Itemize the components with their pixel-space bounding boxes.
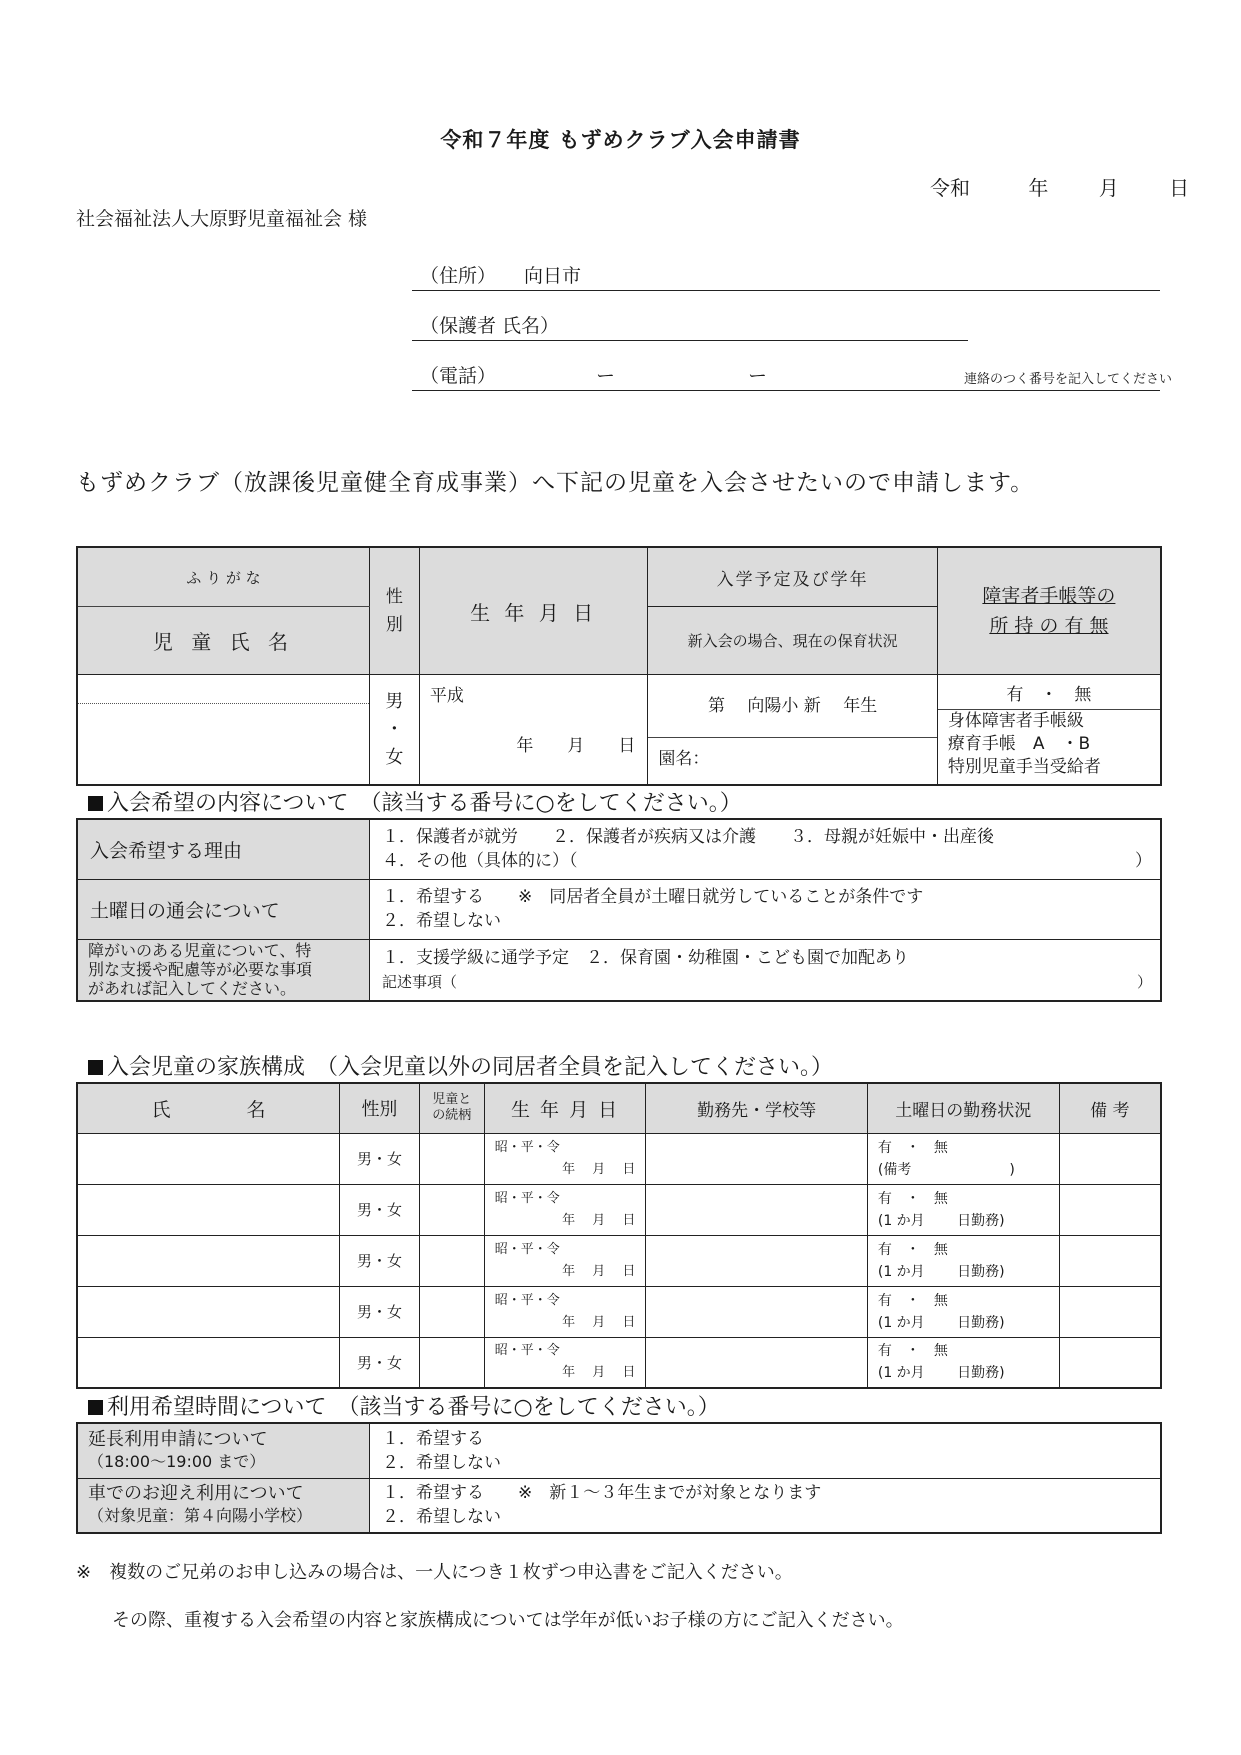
family-saturday-header: 土曜日の勤務状況: [867, 1083, 1059, 1133]
special-needs-close: ）: [1136, 972, 1152, 991]
sex-separator: ・: [385, 718, 404, 740]
family-saturday-detail: (1 か月 日勤務): [877, 1263, 1005, 1280]
section3-heading-text: 利用希望時間について （該当する番号に○をしてください。）: [107, 1395, 720, 1420]
family-row: [77, 1337, 1161, 1388]
family-birth-era: 昭・平・令: [494, 1241, 560, 1257]
family-remarks-cell[interactable]: [1059, 1286, 1161, 1337]
birth-era: 平成: [429, 686, 464, 706]
phone-note: 連絡のつく番号を記入してください: [964, 372, 1173, 387]
addressee: 社会福祉法人大原野児童福祉会 様: [76, 208, 368, 230]
family-saturday-has-none[interactable]: 有 ・ 無: [877, 1139, 948, 1156]
pickup-line-1[interactable]: １．希望する ※ 新１～３年生までが対象となります: [382, 1483, 822, 1504]
pickup-label-2: （対象児童：第４向陽小学校）: [88, 1506, 313, 1526]
family-work-cell[interactable]: [646, 1133, 867, 1184]
guardian-name-field[interactable]: [412, 312, 968, 341]
family-name-cell[interactable]: [77, 1286, 340, 1337]
extension-options[interactable]: [370, 1423, 1161, 1478]
child-sex-cell[interactable]: [369, 675, 419, 786]
family-birth-ymd: 年 月 日: [562, 1365, 636, 1381]
address-field[interactable]: [412, 262, 1160, 291]
note-line-2: その際、重複する入会希望の内容と家族構成については学年が低いお子様の方にご記入ください。: [112, 1610, 904, 1631]
family-row: [77, 1286, 1161, 1337]
date-month: 月: [1098, 176, 1119, 200]
square-bullet-icon: [88, 796, 103, 811]
section2-heading-text: 入会児童の家族構成 （入会児童以外の同居者全員を記入してください。）: [107, 1055, 834, 1080]
extension-label-2: （18:00～19:00 まで）: [88, 1451, 266, 1471]
family-relation-cell[interactable]: [419, 1286, 484, 1337]
family-work-header: 勤務先・学校等: [646, 1083, 867, 1133]
reason-options[interactable]: [369, 819, 1161, 879]
section2-heading: [88, 1050, 833, 1081]
family-work-cell[interactable]: [646, 1235, 867, 1286]
pickup-label-1: 車でのお迎え利用について: [88, 1483, 304, 1505]
sex-male[interactable]: 男: [385, 690, 404, 712]
address-value: 向日市: [524, 265, 582, 287]
saturday-options[interactable]: [369, 879, 1161, 939]
disability-line-1: 身体障害者手帳級: [947, 710, 1084, 731]
address-label: （住所）: [420, 265, 497, 287]
disability-header: [937, 547, 1161, 675]
family-remarks-cell[interactable]: [1059, 1184, 1161, 1235]
sex-header: [369, 547, 419, 675]
family-relation-cell[interactable]: [419, 1133, 484, 1184]
family-sex-value[interactable]: 男・女: [356, 1201, 402, 1219]
family-birth-cell[interactable]: [484, 1235, 646, 1286]
square-bullet-icon: [88, 1400, 103, 1415]
child-info-table: [76, 546, 1162, 786]
reason-line-1[interactable]: １．保護者が就労 ２．保護者が疾病又は介護 ３．母親が妊娠中・出産後: [381, 827, 994, 848]
family-saturday-detail: (1 か月 日勤務): [877, 1212, 1005, 1229]
school-subheader: 新入会の場合、現在の保育状況: [648, 607, 937, 675]
special-needs-label-1: 障がいのある児童について、特: [88, 941, 312, 961]
birth-header: 生 年 月 日: [419, 547, 648, 675]
disability-details: [938, 710, 1160, 779]
family-birth-ymd: 年 月 日: [562, 1212, 636, 1228]
family-sex-value[interactable]: 男・女: [356, 1252, 402, 1270]
family-sex-cell[interactable]: [340, 1184, 420, 1235]
sex-header-1: 性: [385, 587, 403, 607]
birth-ymd: 年 月 日: [516, 736, 636, 756]
family-saturday-has-none[interactable]: 有 ・ 無: [877, 1241, 948, 1258]
family-sex-value[interactable]: 男・女: [356, 1353, 402, 1372]
date-year: 年: [1028, 176, 1049, 200]
date-line: [930, 172, 1189, 201]
family-remarks-header: 備 考: [1059, 1083, 1161, 1133]
furigana-input[interactable]: [78, 675, 369, 704]
section1-table: [76, 818, 1162, 1002]
disability-header-1: 障害者手帳等の: [982, 585, 1116, 607]
family-remarks-cell[interactable]: [1059, 1337, 1161, 1388]
child-birth-cell[interactable]: [419, 675, 648, 786]
family-name-cell[interactable]: [77, 1184, 340, 1235]
family-sex-header: 性別: [340, 1083, 420, 1133]
family-sex-cell[interactable]: [340, 1133, 420, 1184]
family-saturday-cell[interactable]: [867, 1235, 1059, 1286]
family-birth-era: 昭・平・令: [494, 1139, 560, 1155]
family-sex-cell[interactable]: [340, 1286, 420, 1337]
disability-line-3: 特別児童手当受給者: [947, 756, 1101, 777]
form-title: 令和７年度 もずめクラブ入会申請書: [440, 128, 801, 152]
family-work-cell[interactable]: [646, 1337, 867, 1388]
family-birth-header: 生 年 月 日: [484, 1083, 646, 1133]
family-name-cell[interactable]: [77, 1133, 340, 1184]
child-name-cell[interactable]: [77, 675, 369, 786]
special-needs-options[interactable]: [369, 939, 1161, 1001]
child-school-cell[interactable]: [648, 675, 937, 786]
family-relation-header: [419, 1083, 484, 1133]
special-needs-line-2[interactable]: [382, 970, 1160, 994]
saturday-line-2[interactable]: ２．希望しない: [381, 911, 501, 931]
family-rows: [77, 1133, 1161, 1388]
special-needs-label-2: 別な支援や配慮等が必要な事項: [88, 960, 313, 980]
disability-header-2: 所 持 の 有 無: [989, 615, 1109, 637]
school-header: 入学予定及び学年: [648, 547, 937, 607]
family-saturday-detail: (1 か月 日勤務): [877, 1314, 1005, 1331]
sex-header-2: 別: [385, 615, 403, 635]
family-saturday-cell[interactable]: [867, 1286, 1059, 1337]
extension-label-1: 延長利用申請について: [88, 1428, 268, 1450]
family-saturday-has-none[interactable]: 有 ・ 無: [877, 1343, 948, 1360]
disability-line-2: 療育手帳 A ・B: [947, 733, 1091, 754]
pickup-label: [77, 1478, 370, 1533]
family-relation-cell[interactable]: [419, 1235, 484, 1286]
phone-dash-2: ー: [748, 365, 768, 387]
family-sex-value[interactable]: 男・女: [356, 1303, 402, 1321]
family-saturday-cell[interactable]: [867, 1184, 1059, 1235]
family-birth-ymd: 年 月 日: [562, 1263, 636, 1279]
pickup-options[interactable]: [370, 1478, 1161, 1533]
family-saturday-detail: (備考 ): [877, 1161, 1015, 1178]
relation-header-1: 児童と: [432, 1092, 472, 1108]
family-birth-ymd: 年 月 日: [562, 1161, 636, 1177]
section3-heading: [88, 1390, 720, 1421]
child-disability-cell[interactable]: [937, 675, 1161, 786]
family-saturday-cell[interactable]: [867, 1337, 1059, 1388]
family-birth-cell[interactable]: [484, 1337, 646, 1388]
phone-label: （電話）: [420, 365, 497, 387]
phone-dash-1: ー: [596, 365, 616, 387]
section3-table: [76, 1422, 1162, 1534]
family-relation-cell[interactable]: [419, 1337, 484, 1388]
furigana-header: ふ り が な: [77, 547, 369, 607]
family-name-header: 氏 名: [77, 1083, 340, 1133]
family-birth-cell[interactable]: [484, 1133, 646, 1184]
family-saturday-has-none[interactable]: 有 ・ 無: [877, 1292, 948, 1309]
disability-has-none[interactable]: 有 ・ 無: [938, 681, 1160, 710]
family-birth-ymd: 年 月 日: [562, 1314, 636, 1330]
extension-line-1[interactable]: １．希望する: [382, 1428, 485, 1449]
family-remarks-cell[interactable]: [1059, 1133, 1161, 1184]
school-grade: 第 向陽小 新 年生: [648, 675, 936, 738]
family-name-cell[interactable]: [77, 1337, 340, 1388]
family-birth-era: 昭・平・令: [494, 1343, 560, 1359]
family-row: [77, 1184, 1161, 1235]
reason-label: 入会希望する理由: [77, 819, 369, 879]
reason-other[interactable]: ４．その他（具体的に）（: [381, 851, 578, 872]
reason-line-2[interactable]: [382, 849, 1160, 873]
reason-other-close: ）: [1135, 851, 1152, 872]
phone-field[interactable]: [412, 362, 1173, 391]
guardian-label: （保護者 氏名）: [420, 315, 560, 337]
family-relation-cell[interactable]: [419, 1184, 484, 1235]
family-name-cell[interactable]: [77, 1235, 340, 1286]
pickup-line-2[interactable]: ２．希望しない: [382, 1507, 502, 1528]
date-era: 令和: [930, 176, 970, 200]
family-row: [77, 1235, 1161, 1286]
square-bullet-icon: [88, 1060, 103, 1075]
extension-label: [77, 1423, 370, 1478]
family-birth-era: 昭・平・令: [494, 1292, 560, 1308]
date-day: 日: [1169, 176, 1190, 200]
child-name-header: 児 童 氏 名: [77, 607, 369, 675]
section1-heading: [88, 786, 742, 817]
saturday-line-1[interactable]: １．希望する ※ 同居者全員が土曜日就労していることが条件です: [381, 887, 924, 907]
relation-header-2: の続柄: [432, 1108, 472, 1124]
sex-female[interactable]: 女: [385, 746, 404, 768]
family-sex-cell[interactable]: [340, 1235, 420, 1286]
family-saturday-cell[interactable]: [867, 1133, 1059, 1184]
intro-text: もずめクラブ（放課後児童健全育成事業）へ下記の児童を入会させたいので申請します。: [76, 470, 1035, 496]
special-needs-label: [77, 939, 369, 1001]
note-line-1: ※ 複数のご兄弟のお申し込みの場合は、一人につき１枚ずつ申込書をご記入ください。: [76, 1562, 793, 1583]
family-saturday-has-none[interactable]: 有 ・ 無: [877, 1190, 948, 1207]
extension-line-2[interactable]: ２．希望しない: [382, 1452, 502, 1473]
saturday-label: 土曜日の通会について: [77, 879, 369, 939]
family-remarks-cell[interactable]: [1059, 1235, 1161, 1286]
family-work-cell[interactable]: [646, 1184, 867, 1235]
nursery-name: 園名：: [658, 749, 710, 769]
family-sex-cell[interactable]: [340, 1337, 420, 1388]
family-table: [76, 1082, 1162, 1389]
family-work-cell[interactable]: [646, 1286, 867, 1337]
family-birth-era: 昭・平・令: [494, 1190, 560, 1206]
family-birth-cell[interactable]: [484, 1286, 646, 1337]
family-birth-cell[interactable]: [484, 1184, 646, 1235]
special-needs-notes[interactable]: 記述事項（: [381, 972, 457, 991]
special-needs-line-1[interactable]: １．支援学級に通学予定 ２．保育園・幼稚園・こども園で加配あり: [381, 947, 909, 968]
section1-heading-text: 入会希望の内容について （該当する番号に○をしてください。）: [107, 791, 742, 816]
family-sex-value[interactable]: 男・女: [356, 1150, 402, 1168]
family-saturday-detail: (1 か月 日勤務): [877, 1365, 1005, 1382]
family-row: [77, 1133, 1161, 1184]
special-needs-label-3: があれば記入してください。: [88, 979, 297, 999]
